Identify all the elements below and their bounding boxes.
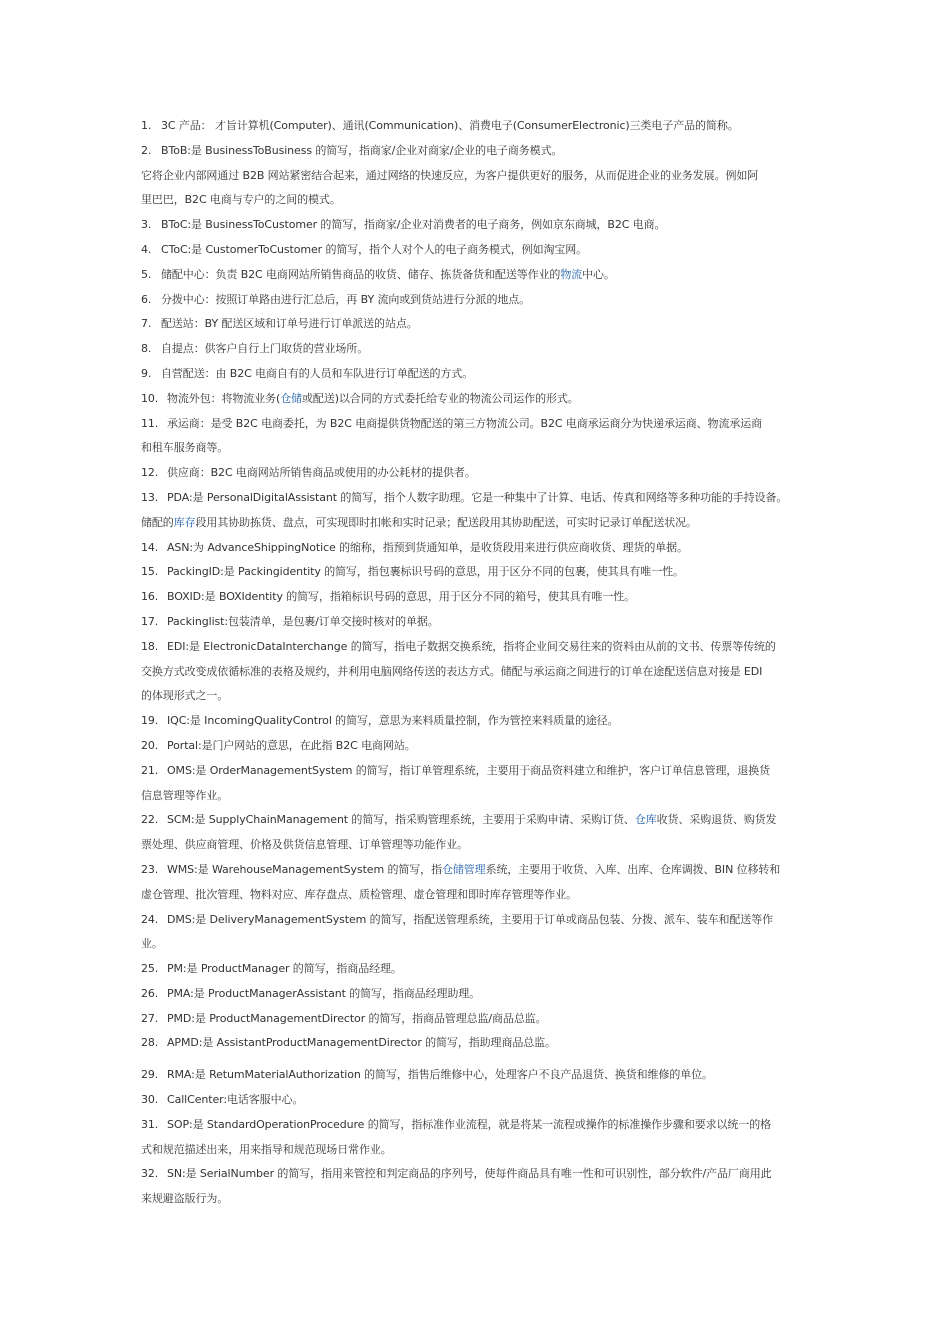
item-number: 26.: [141, 986, 159, 1000]
item-number: 8.: [141, 342, 152, 356]
glossary-item-continuation: [141, 932, 821, 957]
term-link[interactable]: 仓储: [280, 391, 303, 405]
glossary-item: [141, 957, 821, 982]
glossary-item: [141, 1113, 821, 1138]
glossary-item-continuation: [141, 436, 821, 461]
glossary-item-continuation: [141, 164, 821, 189]
glossary-item: [141, 982, 821, 1007]
item-text: BToB:是 BusinessToBusiness 的简写，指商家/企业对商家/企业的电子商务模式。: [161, 143, 563, 157]
item-text: 系统，主要用于收货、入库、出库、仓库调拨、BIN 位移转和: [485, 862, 781, 876]
item-text: PMA:是 ProductManagerAssistant 的简写，指商品经理助理。: [167, 986, 481, 1000]
item-text: 虚仓管理、批次管理、物料对应、库存盘点、质检管理、虚仓管理和即时库存管理等作业。: [141, 887, 577, 901]
item-text: Portal:是门户网站的意思，在此指 B2C 电商网站。: [167, 738, 416, 752]
item-text: EDI:是 ElectronicDataInterchange 的简写，指电子数据交换系统，指将企业间交易往来的资料由从前的文书、传票等传统的: [167, 639, 776, 653]
glossary-item: [141, 337, 821, 362]
term-link[interactable]: 物流: [560, 267, 583, 281]
item-number: 2.: [141, 143, 152, 157]
glossary-item: [141, 1162, 821, 1187]
item-text: 交换方式改变成依循标准的表格及规约，并利用电脑网络传送的表达方式。储配与承运商之间进行的订单在途配送信息对接是 EDI: [141, 664, 763, 678]
item-text: 物流外包：将物流业务(: [167, 391, 281, 405]
glossary-item: [141, 759, 821, 784]
item-text: SCM:是 SupplyChainManagement 的简写，指采购管理系统，主要用于采购申请、采购订货、: [167, 813, 635, 827]
item-text: 业。: [141, 937, 163, 951]
item-number: 20.: [141, 738, 159, 752]
item-number: 10.: [141, 391, 159, 405]
glossary-item: [141, 1007, 821, 1032]
glossary-item-continuation: [141, 883, 821, 908]
item-number: 5.: [141, 267, 152, 281]
item-text: BToC:是 BusinessToCustomer 的简写，指商家/企业对消费者的电子商务，例如京东商城，B2C 电商。: [161, 218, 666, 232]
term-link[interactable]: 库存: [173, 515, 196, 529]
glossary-item: [141, 486, 821, 511]
item-text: 或配送)以合同的方式委托给专业的物流公司运作的形式。: [302, 391, 579, 405]
item-number: 29.: [141, 1068, 159, 1082]
item-number: 4.: [141, 242, 152, 256]
glossary-item-continuation: [141, 833, 821, 858]
item-text: 中心。: [582, 267, 615, 281]
term-link[interactable]: 仓库: [634, 813, 657, 827]
item-text: PMD:是 ProductManagementDirector 的简写，指商品管理总监/商品总监。: [167, 1011, 547, 1025]
item-text: SOP:是 StandardOperationProcedure 的简写，指标准作业流程，就是将某一流程或操作的标准操作步骤和要求以统一的格: [167, 1117, 772, 1131]
glossary-item: [141, 635, 821, 660]
item-number: 13.: [141, 490, 159, 504]
glossary-item: [141, 610, 821, 635]
item-number: 7.: [141, 317, 152, 331]
term-link[interactable]: 仓储管理: [441, 862, 486, 876]
item-text: 3C 产品： 才旨计算机(Computer)、通讯(Communication)、消费电子(ConsumerElectronic)三类电子产品的简称。: [161, 119, 739, 132]
item-text: 收货、采购退货、购货发: [656, 813, 777, 827]
item-number: 19.: [141, 714, 159, 728]
item-text: 的体现形式之一。: [141, 689, 229, 703]
item-number: 6.: [141, 292, 152, 306]
item-text: PackingID:是 Packingidentity 的简写，指包裹标识号码的意思，用于区分不同的包裹，使其具有唯一性。: [167, 565, 684, 579]
item-number: 27.: [141, 1011, 159, 1025]
glossary-item: [141, 412, 821, 437]
item-text: RMA:是 RetumMaterialAuthorization 的简写，指售后维修中心，处理客户不良产品退货、换货和维修的单位。: [167, 1068, 713, 1082]
item-number: 1.: [141, 119, 152, 132]
glossary-item: [141, 1088, 821, 1113]
glossary-item: [141, 238, 821, 263]
item-text: 式和规范描述出来，用来指导和规范现场日常作业。: [141, 1142, 392, 1156]
item-number: 32.: [141, 1167, 159, 1181]
item-text: Packinglist:包装清单，是包裹/订单交接时核对的单据。: [167, 614, 439, 628]
item-text: 段用其协助拣货、盘点，可实现即时扣帐和实时记录；配送段用其协助配送，可实时记录订单配送状况。: [195, 515, 697, 529]
item-text: 配送站：BY 配送区域和订单号进行订单派送的站点。: [161, 317, 418, 331]
glossary-item: [141, 288, 821, 313]
glossary-item: [141, 858, 821, 883]
item-text: 信息管理等作业。: [141, 788, 229, 802]
glossary-item: [141, 263, 821, 288]
glossary-item: [141, 114, 821, 139]
item-text: 承运商：是受 B2C 电商委托，为 B2C 电商提供货物配送的第三方物流公司。B2C 电商承运商分为快递承运商、物流承运商: [167, 416, 763, 430]
item-text: 里巴巴，B2C 电商与专户的之间的模式。: [141, 193, 341, 207]
glossary-item: [141, 312, 821, 337]
glossary-list: [141, 114, 821, 1212]
item-number: 15.: [141, 565, 159, 579]
item-text: BOXID:是 BOXIdentity 的简写，指箱标识号码的意思，用于区分不同的箱号，使其具有唯一性。: [167, 590, 636, 604]
glossary-item: [141, 560, 821, 585]
item-text: IQC:是 IncomingQualityControl 的简写，意思为来料质量控制，作为管控来料质量的途径。: [167, 714, 619, 728]
glossary-item: [141, 585, 821, 610]
item-number: 16.: [141, 590, 159, 604]
glossary-item: [141, 1063, 821, 1088]
item-text: WMS:是 WarehouseManagementSystem 的简写，指: [167, 862, 442, 876]
item-number: 17.: [141, 614, 159, 628]
glossary-item: [141, 734, 821, 759]
glossary-item: [141, 1031, 821, 1056]
item-text: CallCenter:电话客服中心。: [167, 1093, 304, 1107]
item-number: 18.: [141, 639, 159, 653]
glossary-item-continuation: [141, 188, 821, 213]
item-text: DMS:是 DeliveryManagementSystem 的简写，指配送管理系统，主要用于订单或商品包装、分拨、派车、装车和配送等作: [167, 912, 773, 926]
item-number: 22.: [141, 813, 159, 827]
glossary-item-continuation: [141, 1138, 821, 1163]
item-number: 25.: [141, 962, 159, 976]
item-number: 12.: [141, 466, 159, 480]
glossary-item-continuation: [141, 784, 821, 809]
glossary-item: [141, 808, 821, 833]
item-text: 和租车服务商等。: [141, 441, 229, 455]
item-number: 24.: [141, 912, 159, 926]
glossary-item-continuation: [141, 660, 821, 685]
glossary-item: [141, 709, 821, 734]
item-text: 自营配送：由 B2C 电商自有的人员和车队进行订单配送的方式。: [161, 366, 474, 380]
item-text: PDA:是 PersonalDigitalAssistant 的简写，指个人数字助理。它是一种集中了计算、电话、传真和网络等多种功能的手持设备。: [167, 490, 788, 504]
glossary-item: [141, 536, 821, 561]
item-number: 30.: [141, 1093, 159, 1107]
item-text: 分拨中心：按照订单路由进行汇总后，再 BY 流向或到货站进行分派的地点。: [161, 292, 531, 306]
item-number: 3.: [141, 218, 152, 232]
item-text: 储配的: [141, 515, 174, 529]
item-number: 31.: [141, 1117, 159, 1131]
item-text: SN:是 SerialNumber 的简写，指用来管控和判定商品的序列号，使每件商品具有唯一性和可识别性，部分软件/产品厂商用此: [167, 1167, 772, 1181]
glossary-item-continuation: [141, 1187, 821, 1212]
item-number: 28.: [141, 1036, 159, 1050]
glossary-item: [141, 213, 821, 238]
item-text: OMS:是 OrderManagementSystem 的简写，指订单管理系统，主要用于商品资料建立和维护，客户订单信息管理，退换货: [167, 763, 770, 777]
item-text: 自提点：供客户自行上门取货的营业场所。: [161, 342, 369, 356]
glossary-item: [141, 461, 821, 486]
item-text: APMD:是 AssistantProductManagementDirector 的简写，指助理商品总监。: [167, 1036, 556, 1050]
glossary-item-continuation: [141, 511, 821, 536]
glossary-item-continuation: [141, 684, 821, 709]
item-text: CToC:是 CustomerToCustomer 的简写，指个人对个人的电子商务模式，例如淘宝网。: [161, 242, 588, 256]
glossary-item: [141, 387, 821, 412]
item-text: 来规避盗版行为。: [141, 1192, 229, 1206]
item-text: 储配中心：负责 B2C 电商网站所销售商品的收货、储存、拣货备货和配送等作业的: [161, 267, 561, 281]
item-number: 21.: [141, 763, 159, 777]
item-text: PM:是 ProductManager 的简写，指商品经理。: [167, 962, 402, 976]
item-number: 14.: [141, 540, 159, 554]
item-text: 它将企业内部网通过 B2B 网站紧密结合起来，通过网络的快速反应，为客户提供更好的服务，从而促进企业的业务发展。例如阿: [141, 168, 759, 182]
glossary-item: [141, 139, 821, 164]
item-text: 供应商：B2C 电商网站所销售商品或使用的办公耗材的提供者。: [167, 466, 476, 480]
item-number: 11.: [141, 416, 159, 430]
glossary-item: [141, 908, 821, 933]
item-text: 票处理、供应商管理、价格及供货信息管理、订单管理等功能作业。: [141, 838, 468, 852]
item-number: 9.: [141, 366, 152, 380]
glossary-item: [141, 362, 821, 387]
item-number: 23.: [141, 862, 159, 876]
item-text: ASN:为 AdvanceShippingNotice 的缩称，指预到货通知单，是收货段用来进行供应商收货、理货的单据。: [167, 540, 688, 554]
